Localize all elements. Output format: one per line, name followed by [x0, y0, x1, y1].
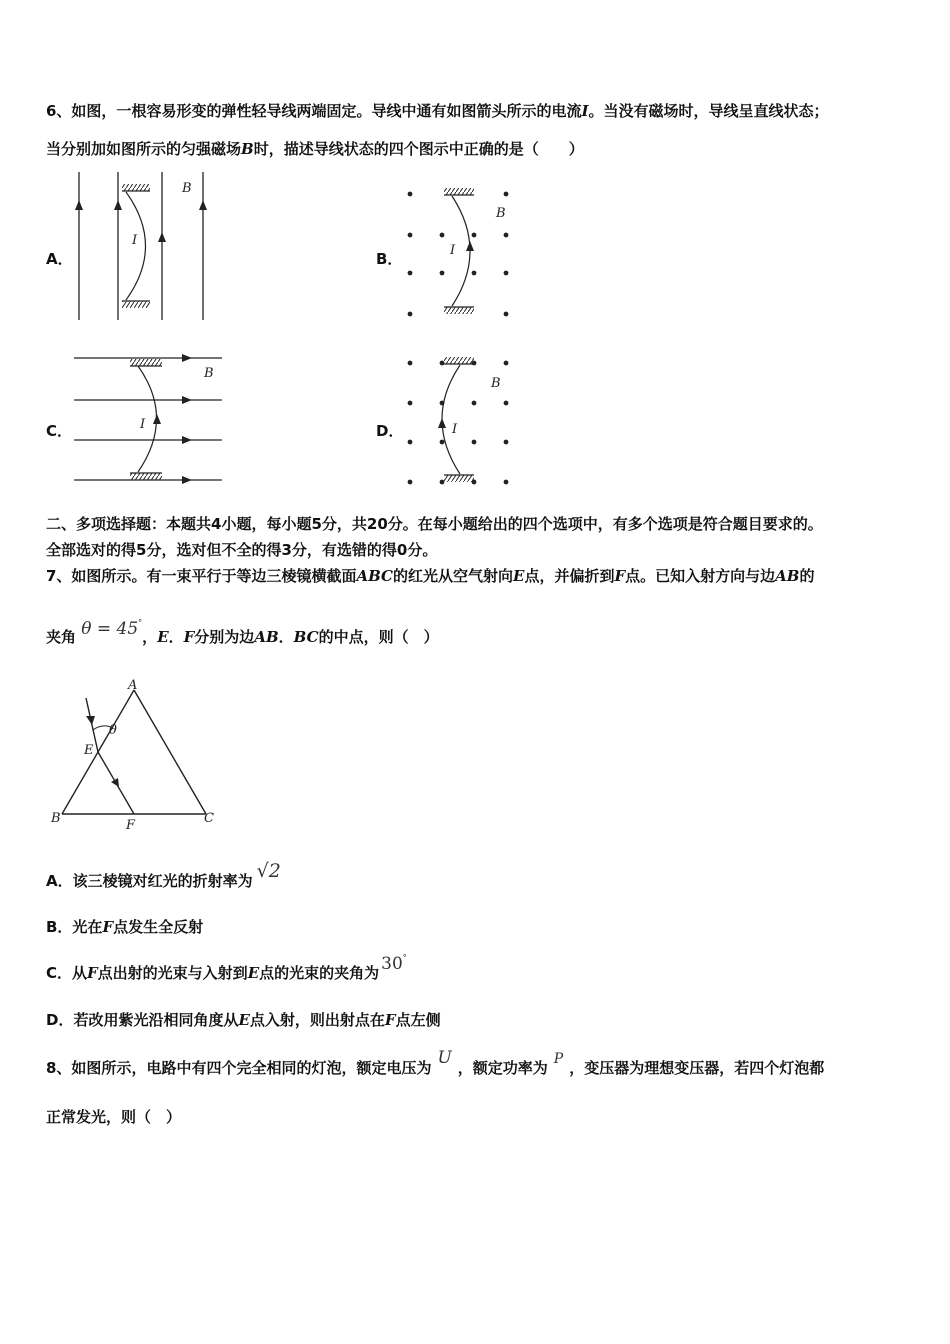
q6-figure-b	[400, 186, 520, 326]
section2-header-line1: 二、多项选择题：本题共4小题，每小题5分，共20分。在每小题给出的四个选项中，有多个选项是符合题目要求的。	[46, 515, 823, 533]
q7-prism-figure	[48, 676, 228, 836]
fig-b-current-label: I	[450, 243, 456, 258]
q7-stem-line1: 7、如图所示。有一束平行于等边三棱镜横截面ABC的红光从空气射向E点，并偏折到F点。已知入射方向与边AB的	[46, 567, 815, 585]
fig-b-field-label: B	[496, 206, 506, 221]
theta-equation: θ = 45°	[81, 618, 143, 639]
fig-c-current-label: I	[140, 417, 146, 432]
q6-option-b-label: B．	[376, 250, 403, 268]
q7-option-d: D．若改用紫光沿相同角度从E点入射，则出射点在F点左侧	[46, 1011, 441, 1029]
q7-option-c: C．从F点出射的光束与入射到E点的光束的夹角为 30°	[46, 953, 407, 982]
power-symbol: P	[553, 1051, 564, 1067]
q6-stem-line2: 当分别加如图所示的匀强磁场B时，描述导线状态的四个图示中正确的是（ ）	[46, 140, 584, 158]
q6-option-d-label: D．	[376, 422, 404, 440]
q6-stem-line1: 6、如图，一根容易形变的弹性轻导线两端固定。导线中通有如图箭头所示的电流I。当没有磁场时，导线呈直线状态；	[46, 102, 829, 120]
q6-option-a-label: A．	[46, 250, 73, 268]
q7-option-a: A．该三棱镜对红光的折射率为 √2	[46, 860, 281, 890]
q7-option-b: B．光在F点发生全反射	[46, 918, 204, 936]
fig-d-current-label: I	[452, 422, 458, 437]
fig-a-current-label: I	[132, 233, 138, 248]
voltage-symbol: U	[437, 1048, 452, 1068]
point-f-label: F	[126, 818, 136, 833]
q6-figure-c	[70, 350, 230, 490]
q8-stem-line1: 8、如图所示，电路中有四个完全相同的灯泡，额定电压为 U ，额定功率为 P ，变压器为理想变压器，若四个灯泡都	[46, 1048, 825, 1077]
field-dots-b	[408, 192, 509, 317]
theta-label: θ	[109, 723, 117, 738]
sqrt2-value: √2	[256, 860, 281, 882]
q6-figure-d	[400, 355, 520, 495]
vertex-c-label: C	[204, 811, 214, 826]
fig-c-field-label: B	[204, 366, 214, 381]
vertex-b-label: B	[51, 811, 61, 826]
fig-a-field-label: B	[182, 181, 192, 196]
q7-stem-line2: 夹角 θ = 45°，E．F分别为边AB．BC的中点，则（ ）	[46, 618, 439, 646]
q8-stem-line2: 正常发光，则（ ）	[46, 1108, 182, 1126]
q6-figure-a	[70, 170, 220, 325]
field-symbol: B	[241, 140, 254, 158]
current-symbol: I	[581, 102, 589, 120]
point-e-label: E	[84, 743, 94, 758]
q6-option-c-label: C．	[46, 422, 73, 440]
angle-30-value: 30°	[381, 953, 407, 974]
fig-d-field-label: B	[491, 376, 501, 391]
section2-header-line2: 全部选对的得5分，选对但不全的得3分，有选错的得0分。	[46, 541, 438, 559]
vertex-a-label: A	[128, 678, 138, 693]
